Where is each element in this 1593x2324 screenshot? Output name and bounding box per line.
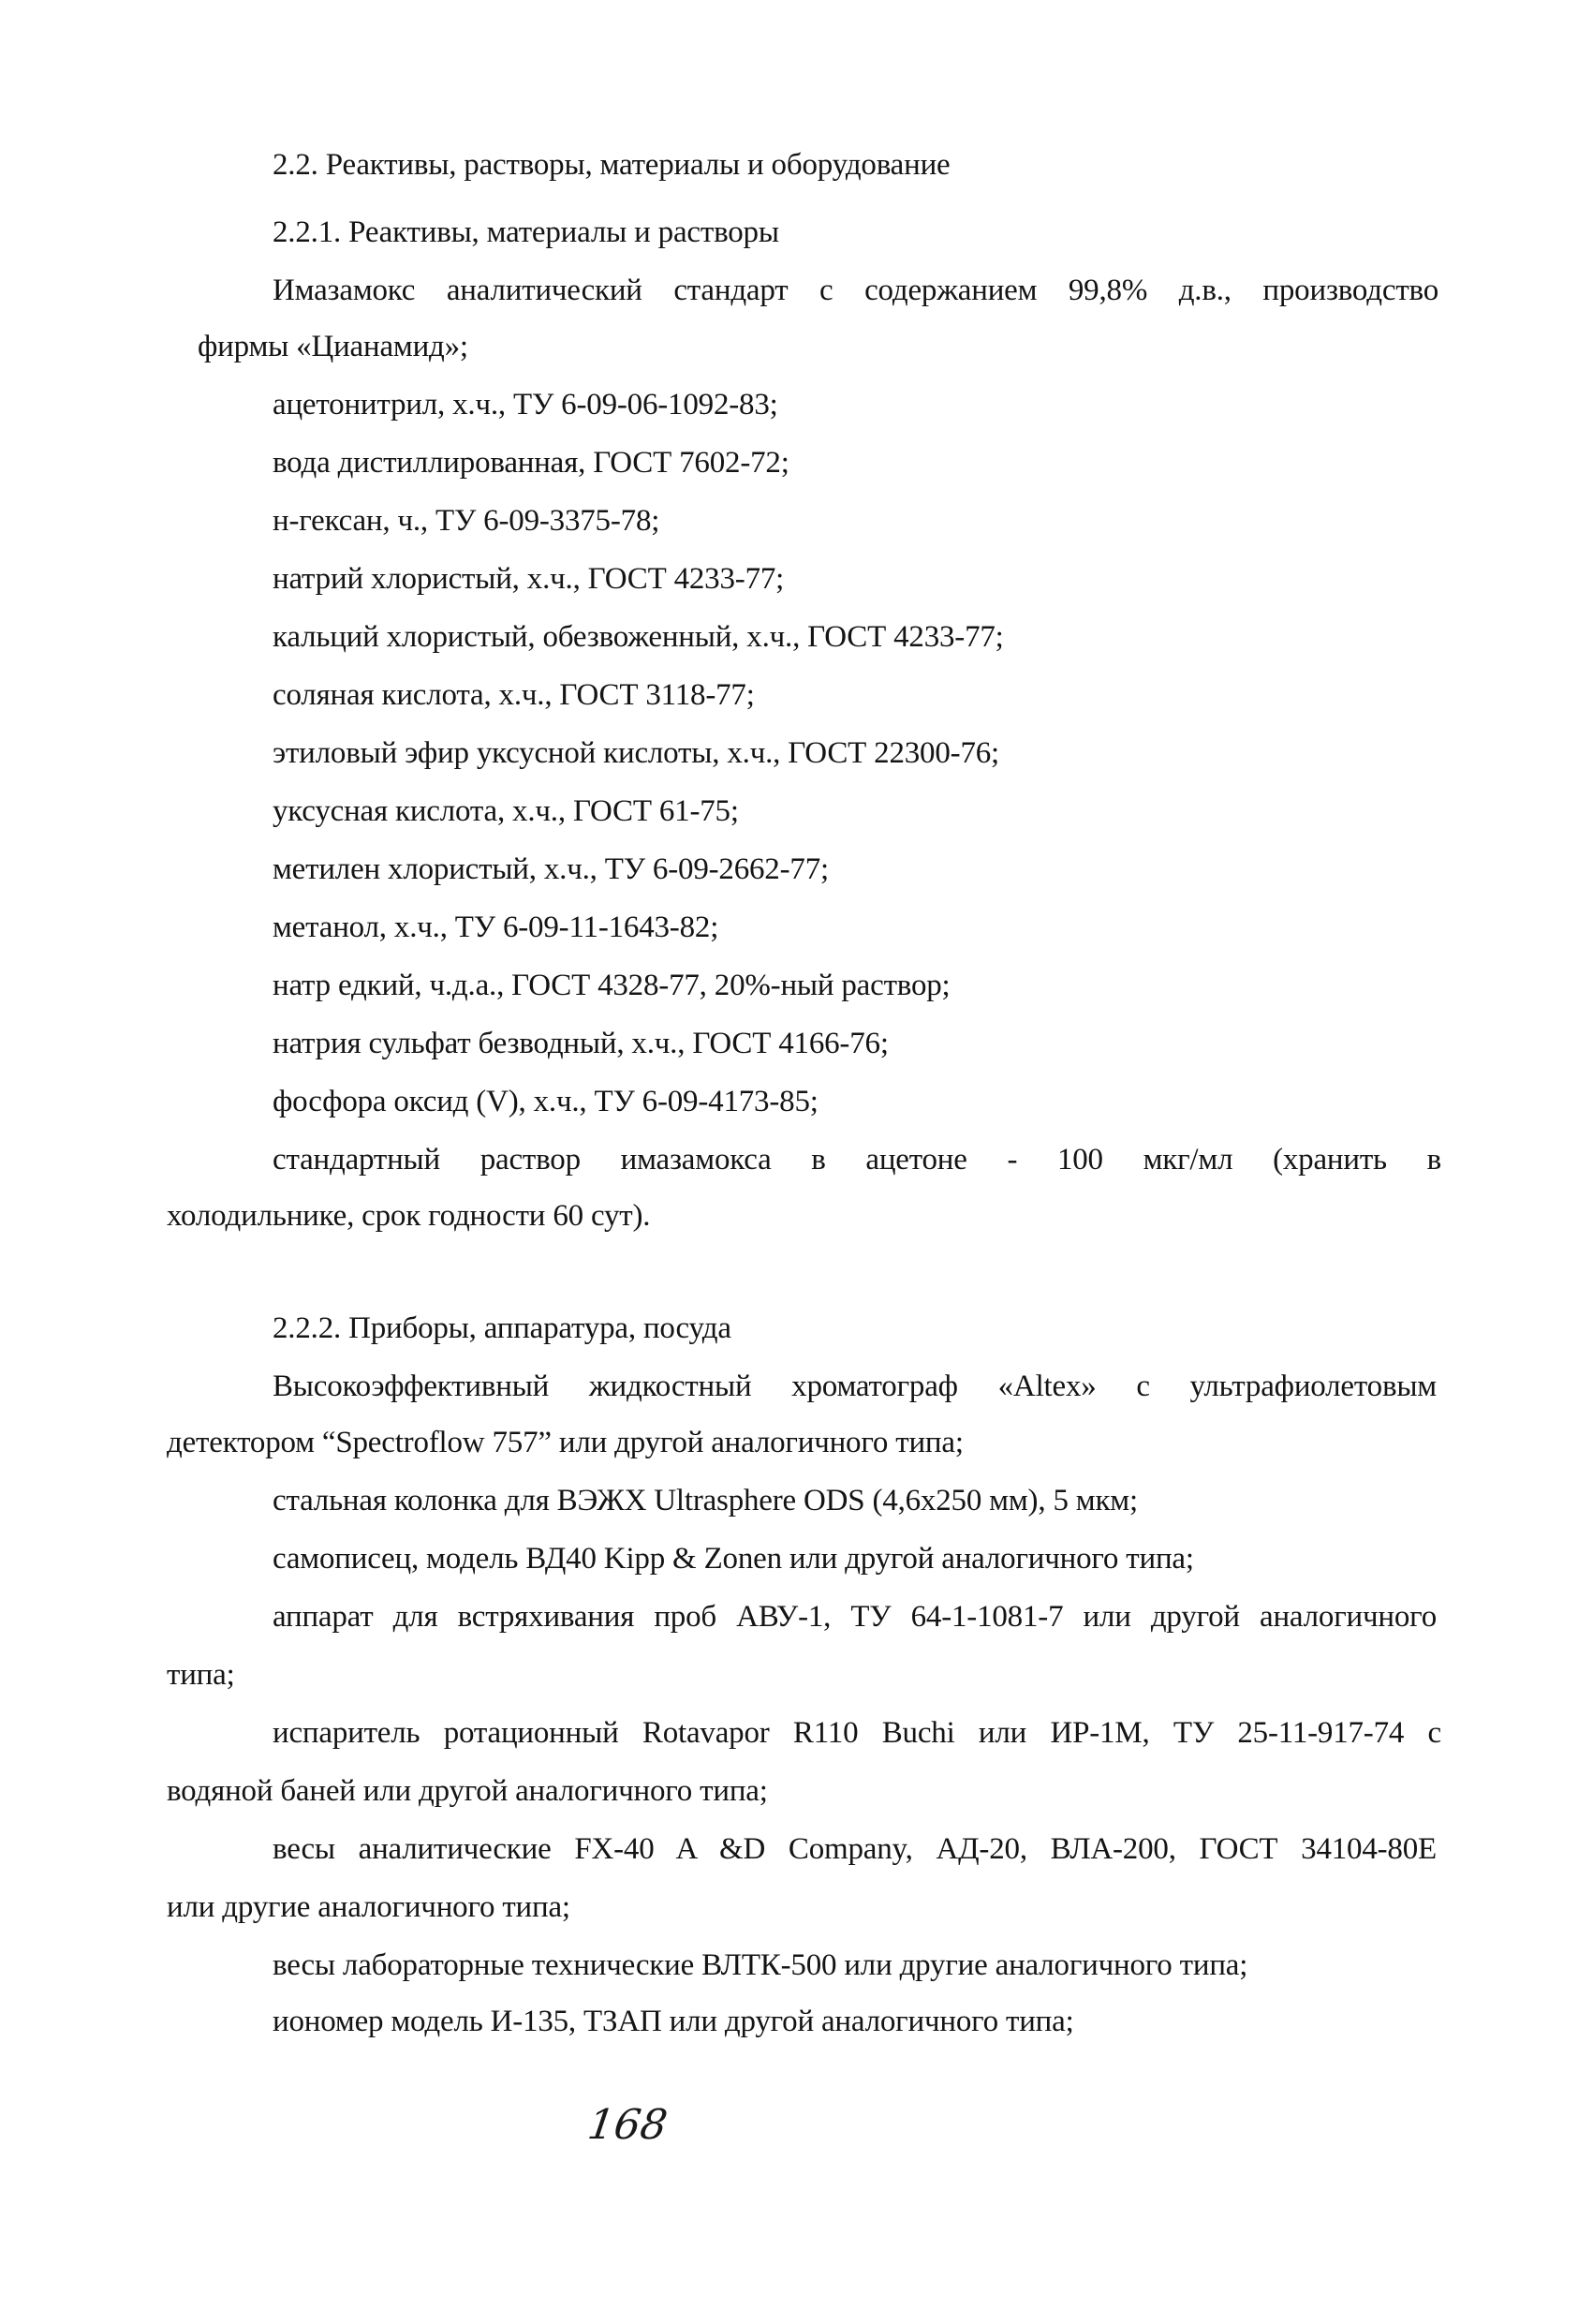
reagent-item: метанол, х.ч., ТУ 6-09-11-1643-82;: [273, 910, 719, 944]
reagent-item: метилен хлористый, х.ч., ТУ 6-09-2662-77;: [273, 852, 829, 886]
recorder-item: самописец, модель ВД40 Kipp & Zonen или другой аналогичного типа;: [273, 1542, 1194, 1576]
evaporator-line1: испаритель ротационный Rotavapor R110 Buchi или ИР-1М, ТУ 25-11-917-74 с: [273, 1716, 1441, 1750]
reagent-item: уксусная кислота, х.ч., ГОСТ 61-75;: [273, 794, 739, 828]
reagent-item: натр едкий, ч.д.а., ГОСТ 4328-77, 20%-ный раствор;: [273, 969, 951, 1002]
balance-line2: или другие аналогичного типа;: [167, 1890, 570, 1924]
reagent-item: кальций хлористый, обезвоженный, х.ч., ГОСТ 4233-77;: [273, 620, 1004, 654]
section-2-2-heading: 2.2. Реактивы, растворы, материалы и оборудование: [273, 148, 951, 182]
reagent-item: натрия сульфат безводный, х.ч., ГОСТ 4166-76;: [273, 1027, 889, 1060]
reagent-item: фосфора оксид (V), х.ч., ТУ 6-09-4173-85;: [273, 1085, 819, 1118]
balance-line1: весы аналитические FX-40 A &D Company, АД-20, ВЛА-200, ГОСТ 34104-80Е: [273, 1832, 1437, 1866]
reagent-item: н-гексан, ч., ТУ 6-09-3375-78;: [273, 504, 660, 538]
standard-paragraph-line1: Имазамокс аналитический стандарт с содержанием 99,8% д.в., производство: [273, 274, 1438, 307]
section-2-2-2-heading: 2.2.2. Приборы, аппаратура, посуда: [273, 1311, 731, 1345]
reagent-item: натрий хлористый, х.ч., ГОСТ 4233-77;: [273, 562, 785, 596]
reagent-item: соляная кислота, х.ч., ГОСТ 3118-77;: [273, 678, 755, 712]
page-number: 168: [584, 2101, 671, 2149]
column-item: стальная колонка для ВЭЖХ Ultrasphere ODS (4,6х250 мм), 5 мкм;: [273, 1484, 1138, 1517]
ionomer-item: иономер модель И-135, ТЗАП или другой аналогичного типа;: [273, 2005, 1074, 2038]
reagent-item: вода дистиллированная, ГОСТ 7602-72;: [273, 446, 789, 480]
reagent-item: ацетонитрил, х.ч., ТУ 6-09-06-1092-83;: [273, 388, 778, 422]
hplc-line2: детектором “Spectroflow 757” или другой аналогичного типа;: [167, 1426, 964, 1459]
shaker-line2: типа;: [167, 1658, 235, 1692]
lab-balance-item: весы лабораторные технические ВЛТК-500 или другие аналогичного типа;: [273, 1948, 1248, 1982]
stock-solution-line2: холодильнике, срок годности 60 сут).: [167, 1199, 651, 1233]
standard-paragraph-line2: фирмы «Цианамид»;: [198, 330, 468, 363]
evaporator-line2: водяной баней или другой аналогичного типа;: [167, 1774, 768, 1808]
stock-solution-line1: стандартный раствор имазамокса в ацетоне - 100 мкг/мл (хранить в: [273, 1143, 1441, 1177]
shaker-line1: аппарат для встряхивания проб АВУ-1, ТУ 64-1-1081-7 или другой аналогичного: [273, 1600, 1437, 1634]
section-2-2-1-heading: 2.2.1. Реактивы, материалы и растворы: [273, 215, 779, 249]
hplc-line1: Высокоэффективный жидкостный хроматограф «Altex» с ультрафиолетовым: [273, 1369, 1437, 1403]
reagent-item: этиловый эфир уксусной кислоты, х.ч., ГОСТ 22300-76;: [273, 736, 1000, 770]
